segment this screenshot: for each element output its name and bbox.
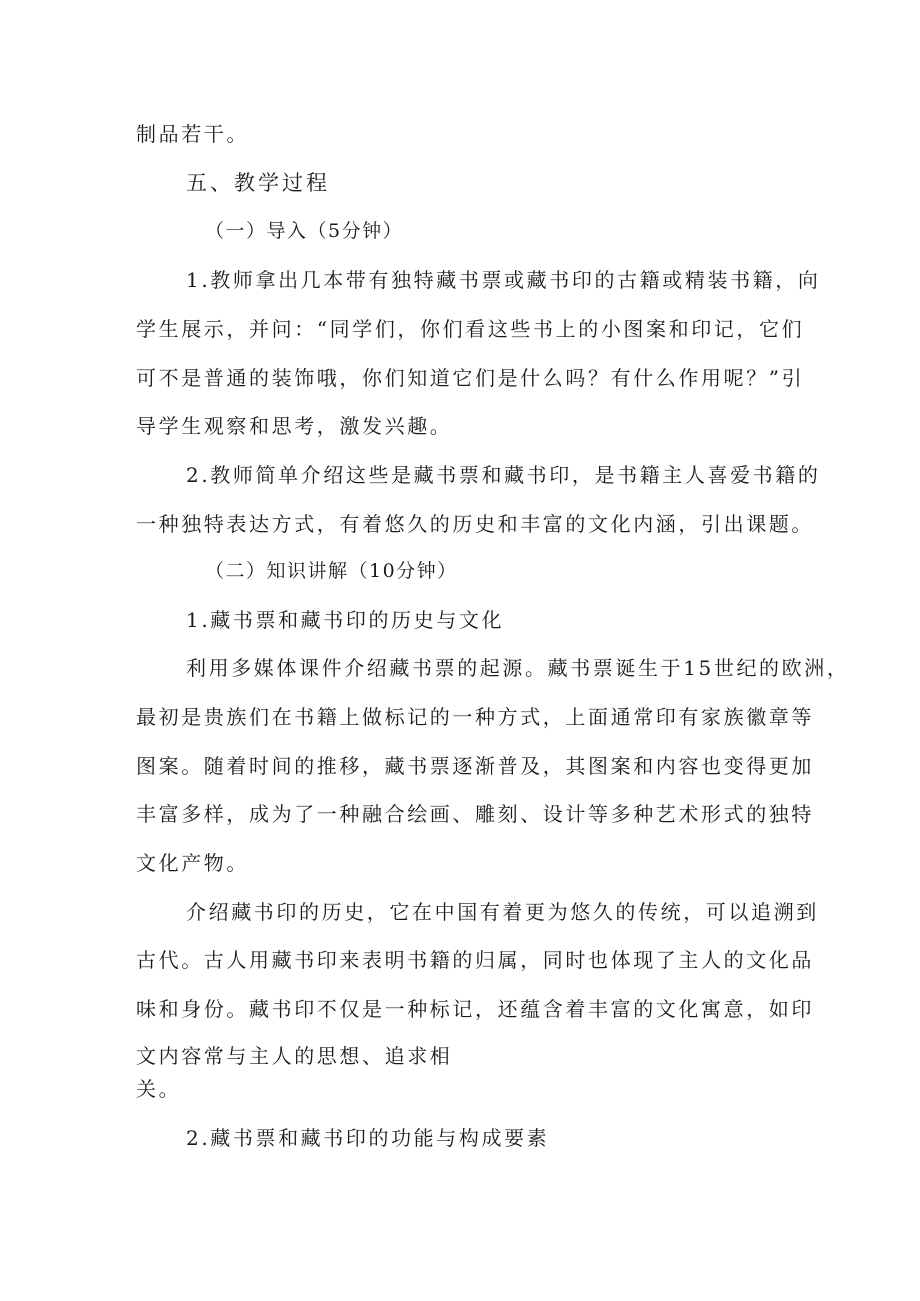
section-heading: 五、教学过程 — [186, 171, 330, 195]
paragraph-line: 可不是普通的装饰哦，你们知道它们是什么吗？有什么作用呢？”引 — [136, 366, 805, 390]
paragraph-line: 学生展示，并问：“同学们，你们看这些书上的小图案和印记，它们 — [136, 317, 805, 341]
paragraph-line: 图案。随着时间的推移，藏书票逐渐普及，其图案和内容也变得更加 — [136, 754, 814, 778]
paragraph-line: 1.教师拿出几本带有独特藏书票或藏书印的古籍或精装书籍，向 — [186, 268, 821, 292]
paragraph-line: 一种独特表达方式，有着悠久的历史和丰富的文化内涵，引出课题。 — [136, 512, 814, 536]
paragraph-line: 文内容常与主人的思想、追求相 — [136, 1044, 453, 1068]
paragraph-line: 丰富多样，成为了一种融合绘画、雕刻、设计等多种艺术形式的独特 — [136, 802, 814, 826]
paragraph-heading: 1.藏书票和藏书印的历史与文化 — [186, 608, 505, 632]
paragraph-line: 古代。古人用藏书印来表明书籍的归属，同时也体现了主人的文化品 — [136, 948, 814, 972]
paragraph-line: 2.教师简单介绍这些是藏书票和藏书印，是书籍主人喜爱书籍的 — [186, 463, 821, 487]
paragraph-line: 导学生观察和思考，激发兴趣。 — [136, 414, 453, 438]
paragraph-line: 味和身份。藏书印不仅是一种标记，还蕴含着丰富的文化寓意，如印 — [136, 997, 814, 1021]
subsection-heading: （一）导入（5分钟） — [205, 220, 404, 242]
paragraph-line: 利用多媒体课件介绍藏书票的起源。藏书票诞生于15世纪的欧洲， — [186, 656, 850, 680]
paragraph-line: 最初是贵族们在书籍上做标记的一种方式，上面通常印有家族徽章等 — [136, 705, 814, 729]
paragraph-line: 关。 — [136, 1077, 182, 1101]
paragraph-line: 介绍藏书印的历史，它在中国有着更为悠久的传统，可以追溯到 — [186, 900, 819, 924]
subsection-heading: （二）知识讲解（10分钟） — [205, 560, 458, 582]
paragraph-line: 文化产物。 — [136, 851, 249, 875]
paragraph-line: 制品若干。 — [136, 122, 249, 146]
paragraph-heading: 2.藏书票和藏书印的功能与构成要素 — [186, 1126, 550, 1150]
